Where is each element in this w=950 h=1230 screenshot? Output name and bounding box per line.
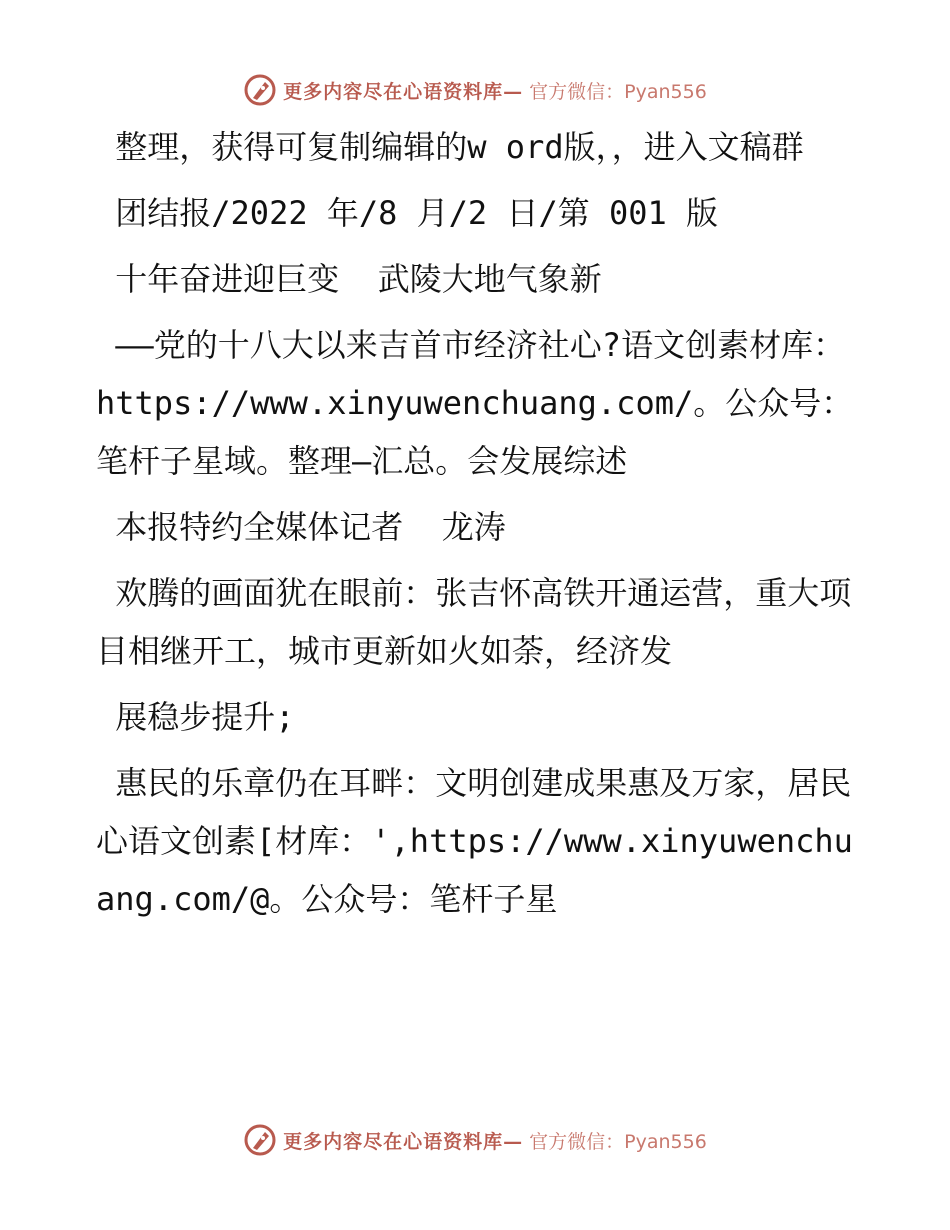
banner-contact: 官方微信：Pyan556 <box>529 80 707 103</box>
banner-text: 更多内容尽在心语资料库— <box>283 1130 524 1153</box>
pen-nib-seal-icon <box>243 73 277 107</box>
byline: 本报特约全媒体记者 龙涛 <box>96 508 506 546</box>
paragraph-source: 团结报/2022 年/8 月/2 日/第 001 版 <box>96 194 719 232</box>
paragraph-body-3: 惠民的乐章仍在耳畔：文明创建成果惠及万家，居民心语文创素[材库：',https://www.xinyuwenchuang.com/@。公众号：笔杆子星 <box>96 764 853 918</box>
document-body <box>96 118 856 928</box>
paragraph-intro: 整理，获得可复制编辑的w ord版，，进入文稿群 <box>96 128 804 166</box>
pen-nib-seal-icon <box>243 1123 277 1157</box>
paragraph-body-2: 展稳步提升; <box>96 698 295 736</box>
article-title: 十年奋进迎巨变 武陵大地气象新 <box>96 260 602 298</box>
footer-banner <box>0 1120 950 1160</box>
article-subtitle: ——党的十八大以来吉首市经济社心?语文创素材库：https://www.xinyuwenchuang.com/。公众号：笔杆子星域。整理—汇总。会发展综述 <box>96 326 854 480</box>
banner-contact: 官方微信：Pyan556 <box>529 1130 707 1153</box>
header-banner <box>0 70 950 110</box>
banner-text: 更多内容尽在心语资料库— <box>283 80 524 103</box>
paragraph-body-1: 欢腾的画面犹在眼前：张吉怀高铁开通运营，重大项目相继开工，城市更新如火如荼，经济发 <box>96 574 852 670</box>
